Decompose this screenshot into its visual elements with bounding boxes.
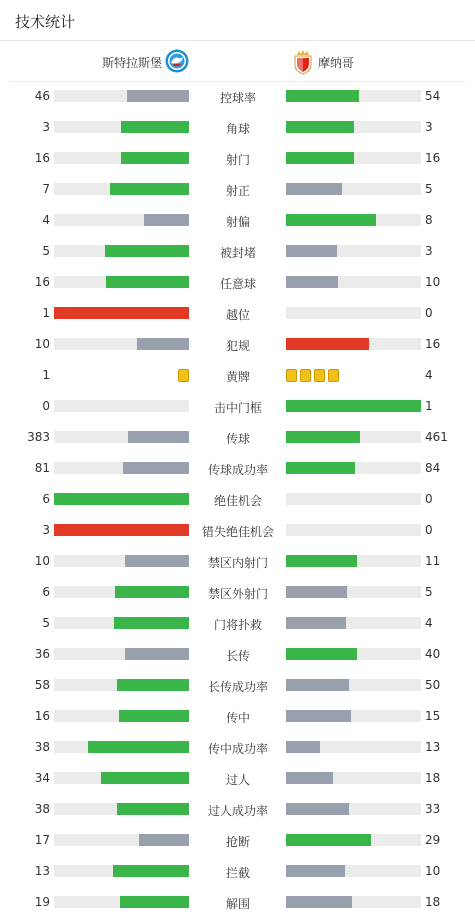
away-bar-track bbox=[286, 183, 421, 195]
away-yellow-cards bbox=[286, 369, 339, 382]
home-value: 19 bbox=[34, 895, 50, 909]
home-bar-track bbox=[54, 586, 189, 598]
away-value: 1 bbox=[425, 399, 433, 413]
home-value: 16 bbox=[34, 275, 50, 289]
away-bar-track bbox=[286, 214, 421, 226]
home-bar-fill bbox=[110, 183, 189, 195]
away-bar-fill bbox=[286, 834, 371, 846]
away-bar-fill bbox=[286, 214, 376, 226]
away-value: 15 bbox=[425, 709, 441, 723]
home-value: 36 bbox=[34, 647, 50, 661]
away-value: 4 bbox=[425, 368, 433, 382]
stat-row bbox=[0, 800, 475, 820]
home-bar-track bbox=[54, 617, 189, 629]
stat-label: 传球成功率 bbox=[207, 463, 268, 477]
home-bar-track bbox=[54, 307, 189, 319]
home-bar-track bbox=[54, 493, 189, 505]
stat-row bbox=[0, 583, 475, 603]
home-bar-fill bbox=[137, 338, 189, 350]
away-bar-track bbox=[286, 803, 421, 815]
stat-row bbox=[0, 211, 475, 231]
yellow-card-icon bbox=[314, 369, 325, 382]
away-bar-track bbox=[286, 245, 421, 257]
away-bar-track bbox=[286, 617, 421, 629]
home-bar-fill bbox=[115, 586, 189, 598]
stat-label: 击中门框 bbox=[213, 401, 262, 415]
home-value: 46 bbox=[34, 89, 50, 103]
away-value: 4 bbox=[425, 616, 433, 630]
away-bar-track bbox=[286, 276, 421, 288]
away-value: 10 bbox=[425, 275, 441, 289]
stat-row bbox=[0, 149, 475, 169]
stat-label: 射门 bbox=[225, 153, 250, 167]
away-value: 54 bbox=[425, 89, 441, 103]
page-title: 技术统计 bbox=[15, 13, 76, 31]
home-bar-fill bbox=[120, 896, 189, 908]
home-bar-track bbox=[54, 338, 189, 350]
yellow-card-icon bbox=[178, 369, 189, 382]
home-bar-fill bbox=[121, 152, 189, 164]
away-bar-fill bbox=[286, 617, 346, 629]
home-bar-fill bbox=[127, 90, 189, 102]
home-value: 0 bbox=[42, 399, 50, 413]
stat-label: 射偏 bbox=[225, 215, 250, 229]
away-bar-fill bbox=[286, 338, 369, 350]
yellow-card-icon bbox=[300, 369, 311, 382]
home-bar-fill bbox=[128, 431, 189, 443]
away-bar-track bbox=[286, 710, 421, 722]
title-divider bbox=[0, 40, 475, 41]
stat-row bbox=[0, 397, 475, 417]
away-bar-track bbox=[286, 121, 421, 133]
home-value: 6 bbox=[42, 492, 50, 506]
home-bar-track bbox=[54, 803, 189, 815]
away-bar-track bbox=[286, 834, 421, 846]
home-bar-track bbox=[54, 741, 189, 753]
home-bar-track bbox=[54, 121, 189, 133]
home-value: 17 bbox=[34, 833, 50, 847]
home-bar-track bbox=[54, 214, 189, 226]
home-value: 3 bbox=[42, 523, 50, 537]
away-bar-track bbox=[286, 431, 421, 443]
stat-label: 黄牌 bbox=[225, 370, 250, 384]
stat-row bbox=[0, 614, 475, 634]
away-value: 84 bbox=[425, 461, 441, 475]
away-value: 11 bbox=[425, 554, 441, 568]
stat-label: 抢断 bbox=[225, 835, 250, 849]
stat-label: 绝佳机会 bbox=[213, 494, 262, 508]
home-bar-fill bbox=[125, 648, 189, 660]
stat-label: 过人 bbox=[225, 773, 250, 787]
away-bar-fill bbox=[286, 648, 357, 660]
home-bar-fill bbox=[144, 214, 189, 226]
teams-divider bbox=[10, 81, 465, 82]
away-value: 8 bbox=[425, 213, 433, 227]
away-bar-fill bbox=[286, 803, 349, 815]
stat-label: 长传 bbox=[225, 649, 250, 663]
away-bar-track bbox=[286, 586, 421, 598]
home-bar-track bbox=[54, 710, 189, 722]
stat-label: 传球 bbox=[225, 432, 250, 446]
away-bar-track bbox=[286, 896, 421, 908]
stat-label: 传中成功率 bbox=[207, 742, 268, 756]
away-value: 0 bbox=[425, 523, 433, 537]
away-bar-track bbox=[286, 307, 421, 319]
stat-label: 传中 bbox=[225, 711, 250, 725]
home-bar-fill bbox=[117, 803, 189, 815]
stat-label: 错失绝佳机会 bbox=[201, 525, 274, 539]
home-bar-fill bbox=[119, 710, 189, 722]
home-bar-fill bbox=[123, 462, 189, 474]
stat-label: 拦截 bbox=[225, 866, 250, 880]
stat-row bbox=[0, 521, 475, 541]
home-value: 10 bbox=[34, 554, 50, 568]
stat-label: 任意球 bbox=[219, 277, 256, 291]
away-value: 5 bbox=[425, 585, 433, 599]
away-bar-fill bbox=[286, 152, 354, 164]
stat-label: 长传成功率 bbox=[207, 680, 268, 694]
home-bar-track bbox=[54, 555, 189, 567]
away-value: 0 bbox=[425, 492, 433, 506]
home-bar-track bbox=[54, 400, 189, 412]
away-value: 40 bbox=[425, 647, 441, 661]
home-value: 10 bbox=[34, 337, 50, 351]
stat-row bbox=[0, 738, 475, 758]
home-bar-fill bbox=[117, 679, 189, 691]
away-bar-fill bbox=[286, 896, 352, 908]
stat-label: 越位 bbox=[225, 308, 250, 322]
stat-row bbox=[0, 645, 475, 665]
home-bar-track bbox=[54, 524, 189, 536]
away-value: 18 bbox=[425, 895, 441, 909]
home-bar-track bbox=[54, 679, 189, 691]
away-bar-fill bbox=[286, 276, 338, 288]
home-value: 5 bbox=[42, 616, 50, 630]
home-bar-fill bbox=[114, 617, 189, 629]
stat-label: 犯规 bbox=[225, 339, 250, 353]
home-bar-fill bbox=[54, 524, 189, 536]
away-bar-fill bbox=[286, 183, 342, 195]
away-value: 10 bbox=[425, 864, 441, 878]
away-bar-track bbox=[286, 865, 421, 877]
away-bar-track bbox=[286, 462, 421, 474]
stat-row bbox=[0, 366, 475, 386]
home-bar-track bbox=[54, 772, 189, 784]
home-value: 38 bbox=[34, 802, 50, 816]
home-value: 38 bbox=[34, 740, 50, 754]
away-bar-fill bbox=[286, 741, 320, 753]
away-bar-fill bbox=[286, 431, 360, 443]
home-value: 6 bbox=[42, 585, 50, 599]
away-bar-fill bbox=[286, 462, 355, 474]
home-value: 13 bbox=[34, 864, 50, 878]
yellow-card-icon bbox=[286, 369, 297, 382]
stat-label: 门将扑救 bbox=[213, 618, 262, 632]
home-yellow-cards bbox=[178, 369, 189, 382]
stat-label: 控球率 bbox=[219, 91, 256, 105]
away-value: 29 bbox=[425, 833, 441, 847]
away-bar-fill bbox=[286, 555, 357, 567]
home-value: 1 bbox=[42, 306, 50, 320]
home-value: 1 bbox=[42, 368, 50, 382]
away-bar-fill bbox=[286, 245, 337, 257]
home-bar-fill bbox=[88, 741, 189, 753]
home-bar-track bbox=[54, 152, 189, 164]
home-bar-track bbox=[54, 896, 189, 908]
home-value: 16 bbox=[34, 151, 50, 165]
home-bar-track bbox=[54, 462, 189, 474]
away-value: 3 bbox=[425, 120, 433, 134]
stat-row bbox=[0, 831, 475, 851]
stat-row bbox=[0, 87, 475, 107]
home-bar-fill bbox=[106, 276, 189, 288]
away-bar-track bbox=[286, 90, 421, 102]
home-bar-fill bbox=[54, 493, 189, 505]
stat-row bbox=[0, 242, 475, 262]
stat-row bbox=[0, 676, 475, 696]
away-value: 3 bbox=[425, 244, 433, 258]
stat-row bbox=[0, 490, 475, 510]
home-value: 383 bbox=[27, 430, 50, 444]
stat-row bbox=[0, 428, 475, 448]
away-value: 50 bbox=[425, 678, 441, 692]
away-bar-track bbox=[286, 648, 421, 660]
home-bar-track bbox=[54, 648, 189, 660]
away-bar-fill bbox=[286, 679, 349, 691]
away-value: 16 bbox=[425, 337, 441, 351]
home-bar-track bbox=[54, 431, 189, 443]
stat-row bbox=[0, 552, 475, 572]
away-bar-fill bbox=[286, 865, 345, 877]
away-bar-track bbox=[286, 741, 421, 753]
stat-row bbox=[0, 862, 475, 882]
yellow-card-icon bbox=[328, 369, 339, 382]
away-bar-track bbox=[286, 152, 421, 164]
home-value: 34 bbox=[34, 771, 50, 785]
away-bar-track bbox=[286, 338, 421, 350]
home-bar-track bbox=[54, 245, 189, 257]
stat-row bbox=[0, 707, 475, 727]
away-value: 0 bbox=[425, 306, 433, 320]
home-value: 5 bbox=[42, 244, 50, 258]
away-value: 33 bbox=[425, 802, 441, 816]
away-value: 461 bbox=[425, 430, 448, 444]
away-bar-fill bbox=[286, 710, 351, 722]
away-bar-fill bbox=[286, 772, 333, 784]
home-bar-fill bbox=[139, 834, 189, 846]
home-bar-track bbox=[54, 834, 189, 846]
away-bar-track bbox=[286, 400, 421, 412]
away-team-name[interactable]: 摩纳哥 bbox=[318, 56, 355, 70]
home-bar-fill bbox=[101, 772, 189, 784]
stat-row bbox=[0, 118, 475, 138]
stat-label: 过人成功率 bbox=[207, 804, 268, 818]
away-bar-fill bbox=[286, 400, 421, 412]
away-bar-fill bbox=[286, 90, 359, 102]
monaco-crest-icon[interactable] bbox=[293, 49, 313, 75]
home-bar-track bbox=[54, 276, 189, 288]
home-bar-track bbox=[54, 183, 189, 195]
stat-label: 射正 bbox=[225, 184, 250, 198]
home-value: 81 bbox=[34, 461, 50, 475]
home-value: 3 bbox=[42, 120, 50, 134]
stat-row bbox=[0, 459, 475, 479]
stat-row bbox=[0, 769, 475, 789]
away-bar-track bbox=[286, 772, 421, 784]
home-bar-fill bbox=[121, 121, 189, 133]
home-bar-fill bbox=[113, 865, 189, 877]
home-bar-fill bbox=[125, 555, 189, 567]
away-bar-fill bbox=[286, 586, 347, 598]
stat-row bbox=[0, 304, 475, 324]
stat-row bbox=[0, 273, 475, 293]
home-bar-track bbox=[54, 865, 189, 877]
away-value: 13 bbox=[425, 740, 441, 754]
stat-label: 解围 bbox=[225, 897, 250, 911]
stat-row bbox=[0, 180, 475, 200]
home-value: 58 bbox=[34, 678, 50, 692]
home-bar-fill bbox=[105, 245, 189, 257]
home-bar-track bbox=[54, 90, 189, 102]
away-value: 18 bbox=[425, 771, 441, 785]
away-bar-track bbox=[286, 555, 421, 567]
away-value: 5 bbox=[425, 182, 433, 196]
home-bar-fill bbox=[54, 307, 189, 319]
home-value: 4 bbox=[42, 213, 50, 227]
away-bar-track bbox=[286, 524, 421, 536]
stat-label: 禁区外射门 bbox=[207, 587, 268, 601]
home-value: 7 bbox=[42, 182, 50, 196]
home-team-name[interactable]: 斯特拉斯堡 bbox=[101, 56, 162, 70]
away-bar-track bbox=[286, 679, 421, 691]
away-value: 16 bbox=[425, 151, 441, 165]
strasbourg-crest-icon[interactable] bbox=[165, 49, 189, 73]
away-bar-track bbox=[286, 493, 421, 505]
stat-label: 被封堵 bbox=[219, 246, 256, 260]
stat-label: 禁区内射门 bbox=[207, 556, 268, 570]
stat-label: 角球 bbox=[225, 122, 250, 136]
stat-row bbox=[0, 335, 475, 355]
away-bar-fill bbox=[286, 121, 354, 133]
home-value: 16 bbox=[34, 709, 50, 723]
stat-row bbox=[0, 893, 475, 913]
